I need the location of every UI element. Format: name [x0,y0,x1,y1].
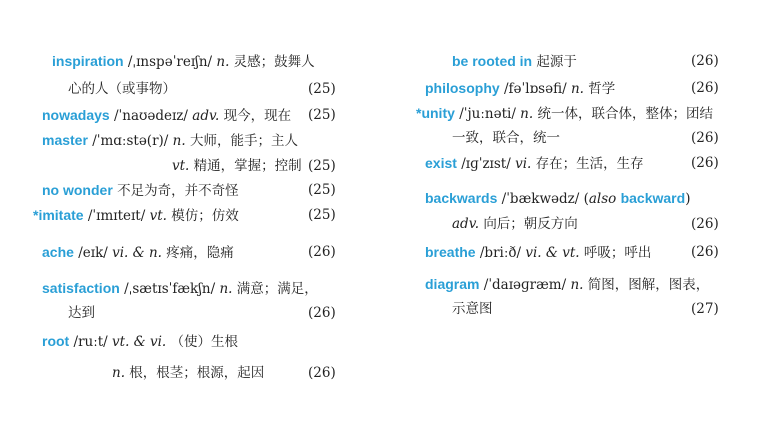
part-of-speech: n. [570,277,584,293]
part-of-speech: n. [172,133,186,149]
entry-satisfaction-cont [68,304,95,322]
entry-imitate [33,206,239,225]
definition: （使）生根 [170,334,239,350]
page-ref: (25) [308,81,336,97]
page-ref: (26) [691,155,719,171]
headword: no wonder [42,182,113,198]
part-of-speech: vt. & vi. [112,334,167,350]
page-ref: (26) [308,365,336,381]
entry-breathe [425,243,651,262]
definition: 现今，现在 [223,108,292,124]
part-of-speech: n. [570,81,584,97]
definition: 模仿；仿效 [171,208,239,224]
entry-diagram [425,275,709,294]
entry-be-rooted-in [452,52,577,71]
phonetic: /ˈdaɪəɡræm/ [483,277,567,293]
headword: inspiration [52,53,124,69]
page-ref: (25) [308,182,336,198]
definition: 疼痛，隐痛 [166,245,234,261]
phonetic: /briːð/ [479,245,522,261]
phonetic: /ˈjuːnəti/ [459,106,516,122]
part-of-speech: adv. [452,216,480,232]
phonetic: /ˈnaʊədeɪz/ [114,108,188,124]
definition: 一致，联合，统一 [452,130,560,146]
definition: 根，根茎；根源，起因 [129,365,265,381]
page-ref: (26) [308,244,336,260]
page-ref: (25) [308,158,336,174]
paren-close: ) [685,191,691,207]
headword: backwards [425,190,498,206]
definition: 精通，掌握；控制 [193,158,302,174]
star-mark: * [33,207,39,223]
definition: 灵感；鼓舞人 [233,54,315,70]
paren-open: ( [583,191,589,207]
phonetic: /ruːt/ [73,334,108,350]
phonetic: /ˌɪnspəˈreɪʃn/ [127,54,213,70]
entry-diagram-cont [452,300,493,318]
entry-satisfaction [42,279,318,298]
part-of-speech: n. [520,106,534,122]
part-of-speech: n. [216,54,230,70]
star-mark: * [416,105,422,121]
headword: philosophy [425,80,500,96]
part-of-speech: vt. [149,208,167,224]
entry-philosophy [425,79,615,98]
page-ref: (26) [691,53,719,69]
phonetic: /eɪk/ [78,245,108,261]
definition: 满意；满足， [236,281,318,297]
page-ref: (25) [308,107,336,123]
definition: 简图，图解，图表， [587,277,710,293]
entry-nowadays [42,106,291,125]
phonetic: /ˈbækwədz/ [501,191,580,207]
page-ref: (27) [691,301,719,317]
phonetic: /ˈɪmɪteɪt/ [87,208,146,224]
definition: 不足为奇，并不奇怪 [117,183,239,199]
definition: 呼吸；呼出 [583,245,652,261]
headword: exist [425,155,457,171]
headword: unity [421,105,455,121]
entry-unity [416,104,713,123]
phonetic: /fəˈlɒsəfi/ [503,81,567,97]
part-of-speech: n. [112,365,125,381]
variant-headword: backward [620,190,686,206]
entry-exist [425,154,644,173]
headword: imitate [38,207,84,223]
page-ref: (25) [308,207,336,223]
entry-unity-cont [452,129,560,147]
headword: ache [42,244,74,260]
page-ref: (26) [691,130,719,146]
page-ref: (26) [308,305,336,321]
definition: 达到 [68,305,95,321]
phonetic: /ˈmɑːstə(r)/ [92,133,169,149]
part-of-speech: vi. & vt. [525,245,580,261]
entry-backwards [425,189,690,208]
entry-root [42,332,238,351]
entry-backwards-cont [452,215,578,233]
part-of-speech: vi. & n. [112,245,162,261]
headword: diagram [425,276,480,292]
phonetic: /ˌsætɪsˈfækʃn/ [124,281,216,297]
definition: 统一体，联合体，整体；团结 [537,106,713,122]
definition: 心的人（或事物） [68,81,176,97]
definition: 起源于 [536,54,577,70]
entry-master [42,131,298,150]
page-ref: (26) [691,80,719,96]
part-of-speech: vi. [515,156,532,172]
definition: 哲学 [588,81,616,97]
entry-inspiration-cont [68,80,176,98]
entry-root-cont [112,364,264,382]
headword: be rooted in [452,53,533,69]
entry-no-wonder [42,181,239,200]
definition: 存在；生活，生存 [535,156,644,172]
also-label: also [588,191,617,207]
part-of-speech: adv. [192,108,220,124]
entry-master-cont [172,157,302,175]
definition: 向后；朝反方向 [483,216,578,232]
headword: nowadays [42,107,110,123]
headword: root [42,333,70,349]
definition: 示意图 [452,301,493,317]
headword: master [42,132,88,148]
headword: satisfaction [42,280,120,296]
headword: breathe [425,244,476,260]
page-ref: (26) [691,244,719,260]
entry-inspiration [52,52,315,71]
phonetic: /ɪɡˈzɪst/ [461,156,511,172]
part-of-speech: vt. [172,158,190,174]
definition: 大师，能手；主人 [189,133,298,149]
entry-ache [42,243,234,262]
part-of-speech: n. [219,281,233,297]
page-ref: (26) [691,216,719,232]
